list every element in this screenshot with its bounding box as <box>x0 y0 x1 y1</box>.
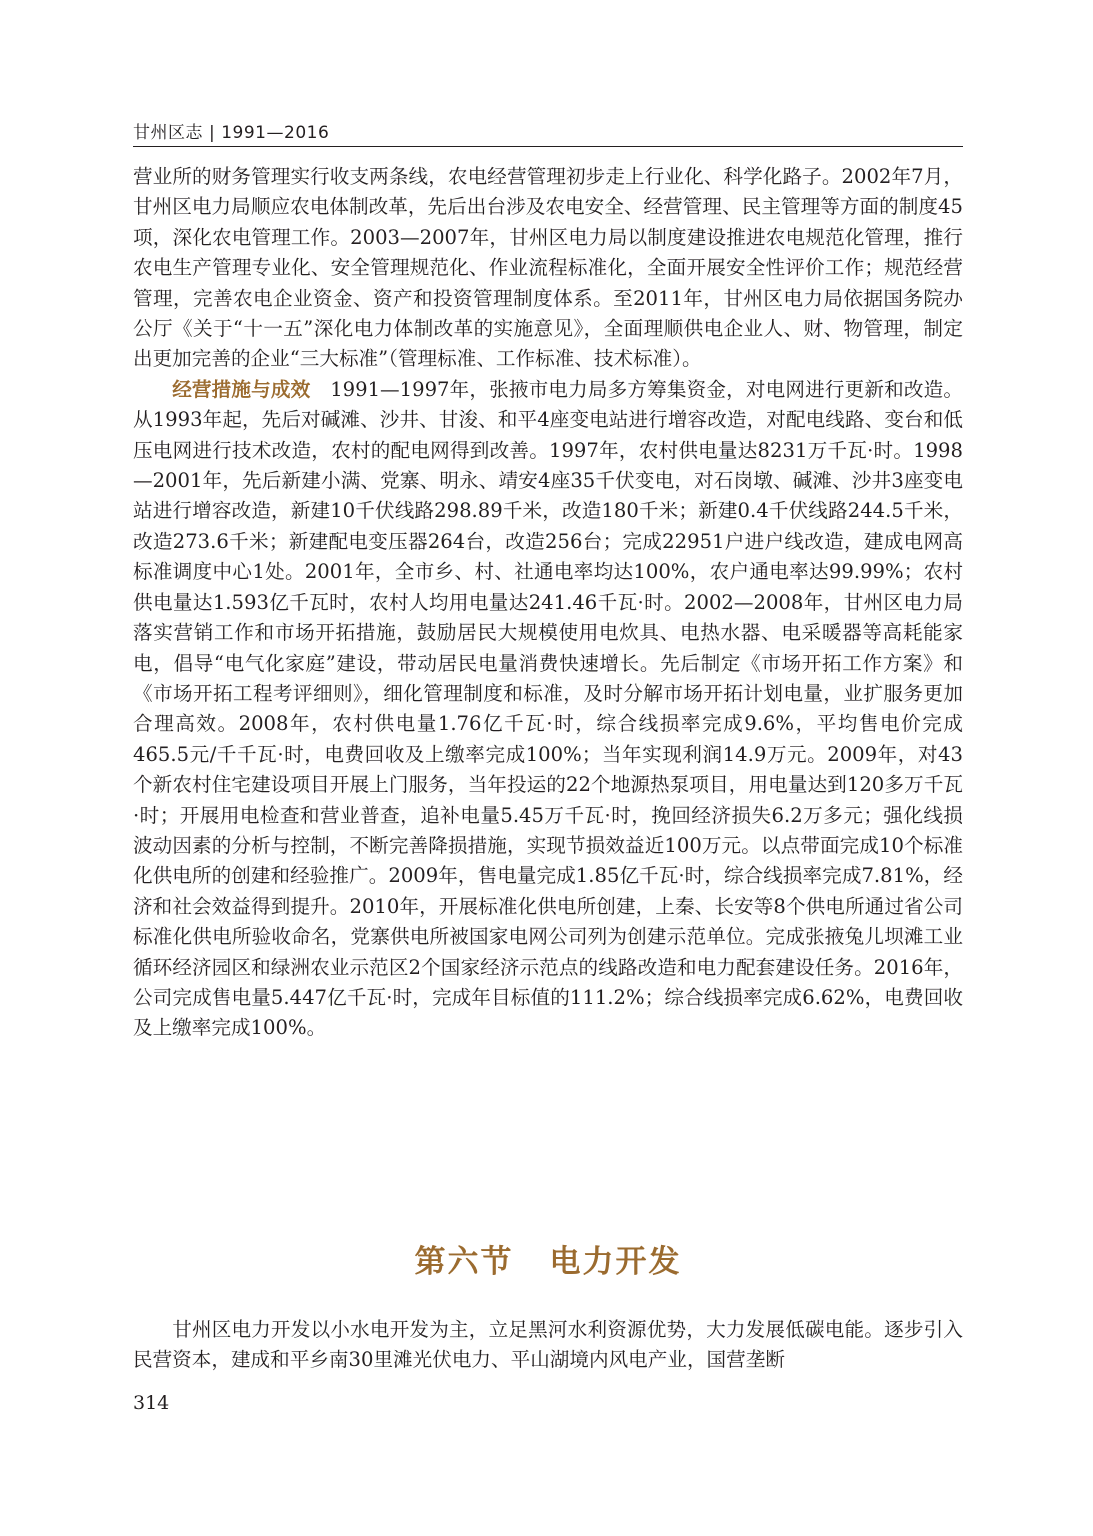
header-rule <box>133 146 963 147</box>
paragraph-continued: 营业所的财务管理实行收支两条线，农电经营管理初步走上行业化、科学化路子。2002年7月，甘州区电力局顺应农电体制改革，先后出台涉及农电安全、经营管理、民主管理等方面的制度45项，深化农电管理工作。2003—2007年，甘州区电力局以制度建设推进农电规范化管理，推行农电生产管理专业化、安全管理规范化、作业流程标准化，全面开展安全性评价工作；规范经营管理，完善农电企业资金、资产和投资管理制度体系。至2011年，甘州区电力局依据国务院办公厅《关于“十一五”深化电力体制改革的实施意见》，全面理顺供电企业人、财、物管理，制定出更加完善的企业“三大标准”（管理标准、工作标准、技术标准）。 <box>133 165 963 371</box>
book-title: 甘州区志 <box>133 123 203 143</box>
section-title-text: 电力开发 <box>549 1244 682 1280</box>
paragraph-business-measures <box>133 375 963 1044</box>
section-paragraph: 甘州区电力开发以小水电开发为主，立足黑河水利资源优势，大力发展低碳电能。逐步引入民营资本，建成和平乡南30里滩光伏电力、平山湖境内风电产业，国营垄断 <box>133 1318 963 1372</box>
paragraph-lead-in: 经营措施与成效 <box>172 377 311 401</box>
book-years: 1991—2016 <box>221 123 330 143</box>
running-head <box>133 118 329 143</box>
paragraph-body: 1991—1997年，张掖市电力局多方筹集资金，对电网进行更新和改造。从1993年起，先后对碱滩、沙井、甘浚、和平4座变电站进行增容改造，对配电线路、变台和低压电网进行技术改造，农村的配电网得到改善。1997年，农村供电量达8231万千瓦·时。1998—2001年，先后新建小满、党寨、明永、靖安4座35千伏变电，对石岗墩、碱滩、沙井3座变电站进行增容改造，新建10千伏线路298.89千米，改造180千米；新建0.4千伏线路244.5千米，改造273.6千米；新建配电变压器264台，改造256台；完成22951户进户线改造，建成电网高标准调度中心1处。2001年，全市乡、村、社通电率均达100%，农户通电率达99.99%；农村供电量达1.593亿千瓦时，农村人均用电量达241.46千瓦·时。2002—2008年，甘州区电力局落实营销工作和市场开拓措施，鼓励居民大规模使用电炊具、电热水器、电采暖器等高耗能家电，倡导“电气化家庭”建设，带动居民电量消费快速增长。先后制定《市场开拓工作方案》和《市场开拓工程考评细则》，细化管理制度和标准，及时分解市场开拓计划电量，业扩服务更加合理高效。2008年，农村供电量1.76亿千瓦·时，综合线损率完成9.6%，平均售电价完成465.5元/千千瓦·时，电费回收及上缴率完成100%；当年实现利润14.9万元。2009年，对43个新农村住宅建设项目开展上门服务，当年投运的22个地源热泵项目，用电量达到120多万千瓦·时；开展用电检查和营业普查，追补电量5.45万千瓦·时，挽回经济损失6.2万多元；强化线损波动因素的分析与控制，不断完善降损措施，实现节损效益近100万元。以点带面完成10个标准化供电所的创建和经验推广。2009年，售电量完成1.85亿千瓦·时，综合线损率完成7.81%，经济和社会效益得到提升。2010年，开展标准化供电所创建，上秦、长安等8个供电所通过省公司标准化供电所验收命名，党寨供电所被国家电网公司列为创建示范单位。完成张掖兔儿坝滩工业循环经济园区和绿洲农业示范区2个国家经济示范点的线路改造和电力配套建设任务。2016年，公司完成售电量5.447亿千瓦·时，完成年目标值的111.2%；综合线损率完成6.62%，电费回收及上缴率完成100%。 <box>133 377 963 1040</box>
section-heading <box>133 1236 963 1281</box>
main-text <box>133 162 963 1044</box>
page-number: 314 <box>133 1392 170 1414</box>
section-text <box>133 1315 963 1376</box>
header-separator: | <box>209 123 216 143</box>
lead-in-gap <box>310 378 330 401</box>
section-number: 第六节 <box>414 1244 514 1280</box>
